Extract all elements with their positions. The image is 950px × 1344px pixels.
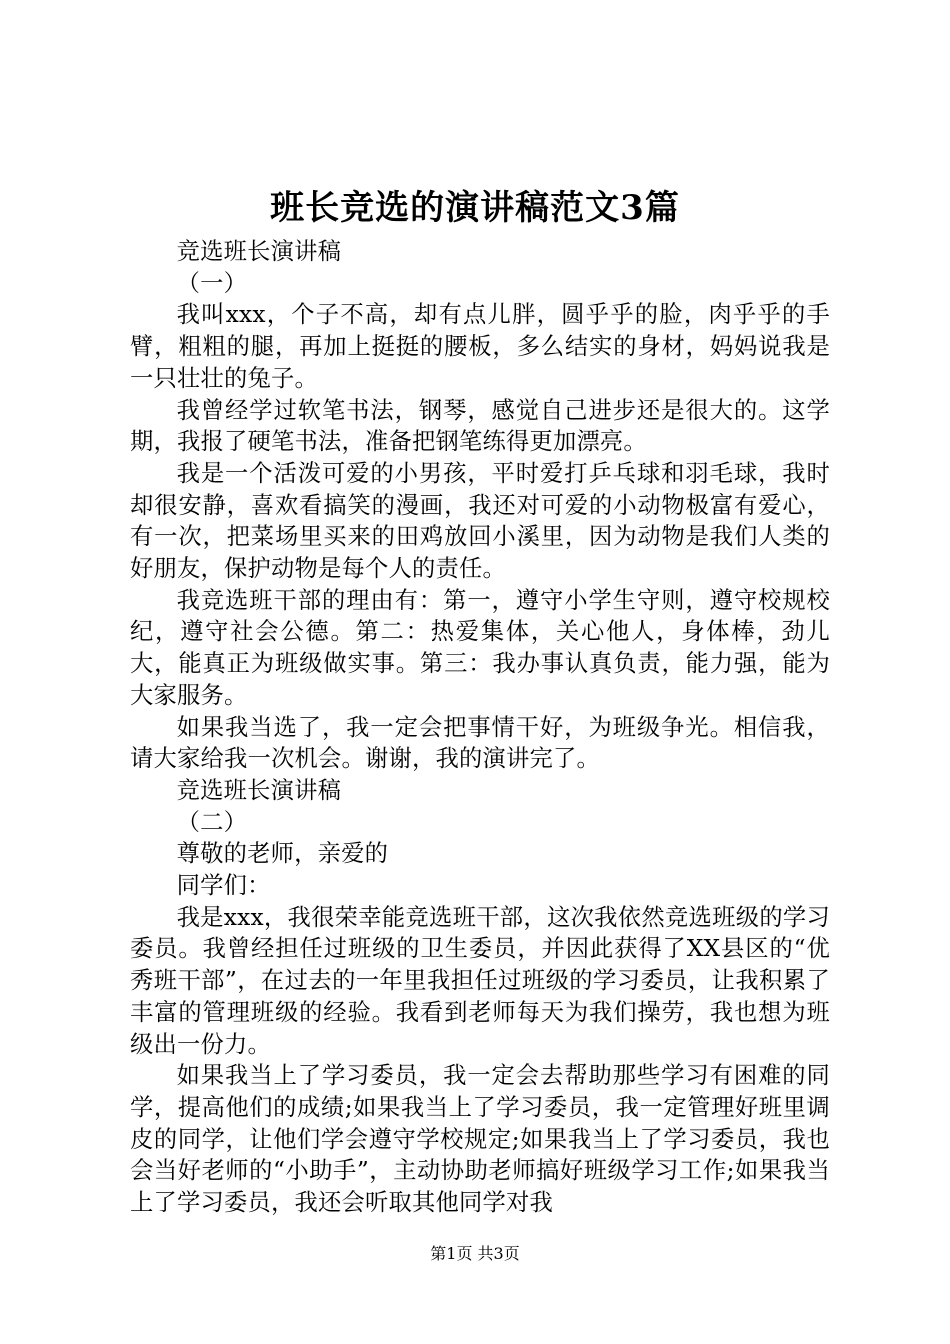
document-title: 班长竞选的演讲稿范文3篇	[270, 188, 680, 228]
body-paragraph: 我曾经学过软笔书法，钢琴，感觉自己进步还是很大的。这学期，我报了硬笔书法，准备把钢笔练得更加漂亮。	[130, 396, 830, 456]
page-footer: 第1页 共3页	[430, 1244, 520, 1263]
body-paragraph: 如果我当上了学习委员，我一定会去帮助那些学习有困难的同学，提高他们的成绩;如果我当上了学习委员，我一定管理好班里调皮的同学，让他们学会遵守学校规定;如果我当上了学习委员，我也会当好老师的“小助手”，主动协助老师搞好班级学习工作;如果我当上了学习委员，我还会听取其他同学对我	[130, 1062, 830, 1217]
document-body	[130, 236, 830, 1219]
salutation: 同学们：	[176, 872, 271, 900]
section-heading: 竞选班长演讲稿	[176, 776, 342, 804]
section-heading: 竞选班长演讲稿	[176, 238, 342, 265]
body-paragraph: 我叫xxx，个子不高，却有点儿胖，圆乎乎的脸，肉乎乎的手臂，粗粗的腿，再加上挺挺的腰板，多么结实的身材，妈妈说我是一只壮壮的兔子。	[130, 301, 830, 392]
section-number: （一）	[176, 269, 248, 297]
salutation: 尊敬的老师，亲爱的	[176, 840, 389, 868]
body-paragraph: 我是xxx，我很荣幸能竞选班干部，这次我依然竞选班级的学习委员。我曾经担任过班级的卫生委员，并因此获得了XX县区的“优秀班干部”，在过去的一年里我担任过班级的学习委员，让我积累了丰富的管理班级的经验。我看到老师每天为我们操劳，我也想为班级出一份力。	[130, 903, 830, 1058]
section-number: （二）	[176, 808, 248, 836]
body-paragraph: 我是一个活泼可爱的小男孩，平时爱打乒乓球和羽毛球，我时却很安静，喜欢看搞笑的漫画，我还对可爱的小动物极富有爱心，有一次，把菜场里买来的田鸡放回小溪里，因为动物是我们人类的好朋友，保护动物是每个人的责任。	[130, 459, 830, 583]
body-paragraph: 如果我当选了，我一定会把事情干好，为班级争光。相信我，请大家给我一次机会。谢谢，我的演讲完了。	[130, 713, 830, 773]
body-paragraph: 我竞选班干部的理由有：第一，遵守小学生守则，遵守校规校纪，遵守社会公德。第二：热爱集体，关心他人，身体棒，劲儿大，能真正为班级做实事。第三：我办事认真负责，能力强，能为大家服务。	[130, 586, 830, 709]
